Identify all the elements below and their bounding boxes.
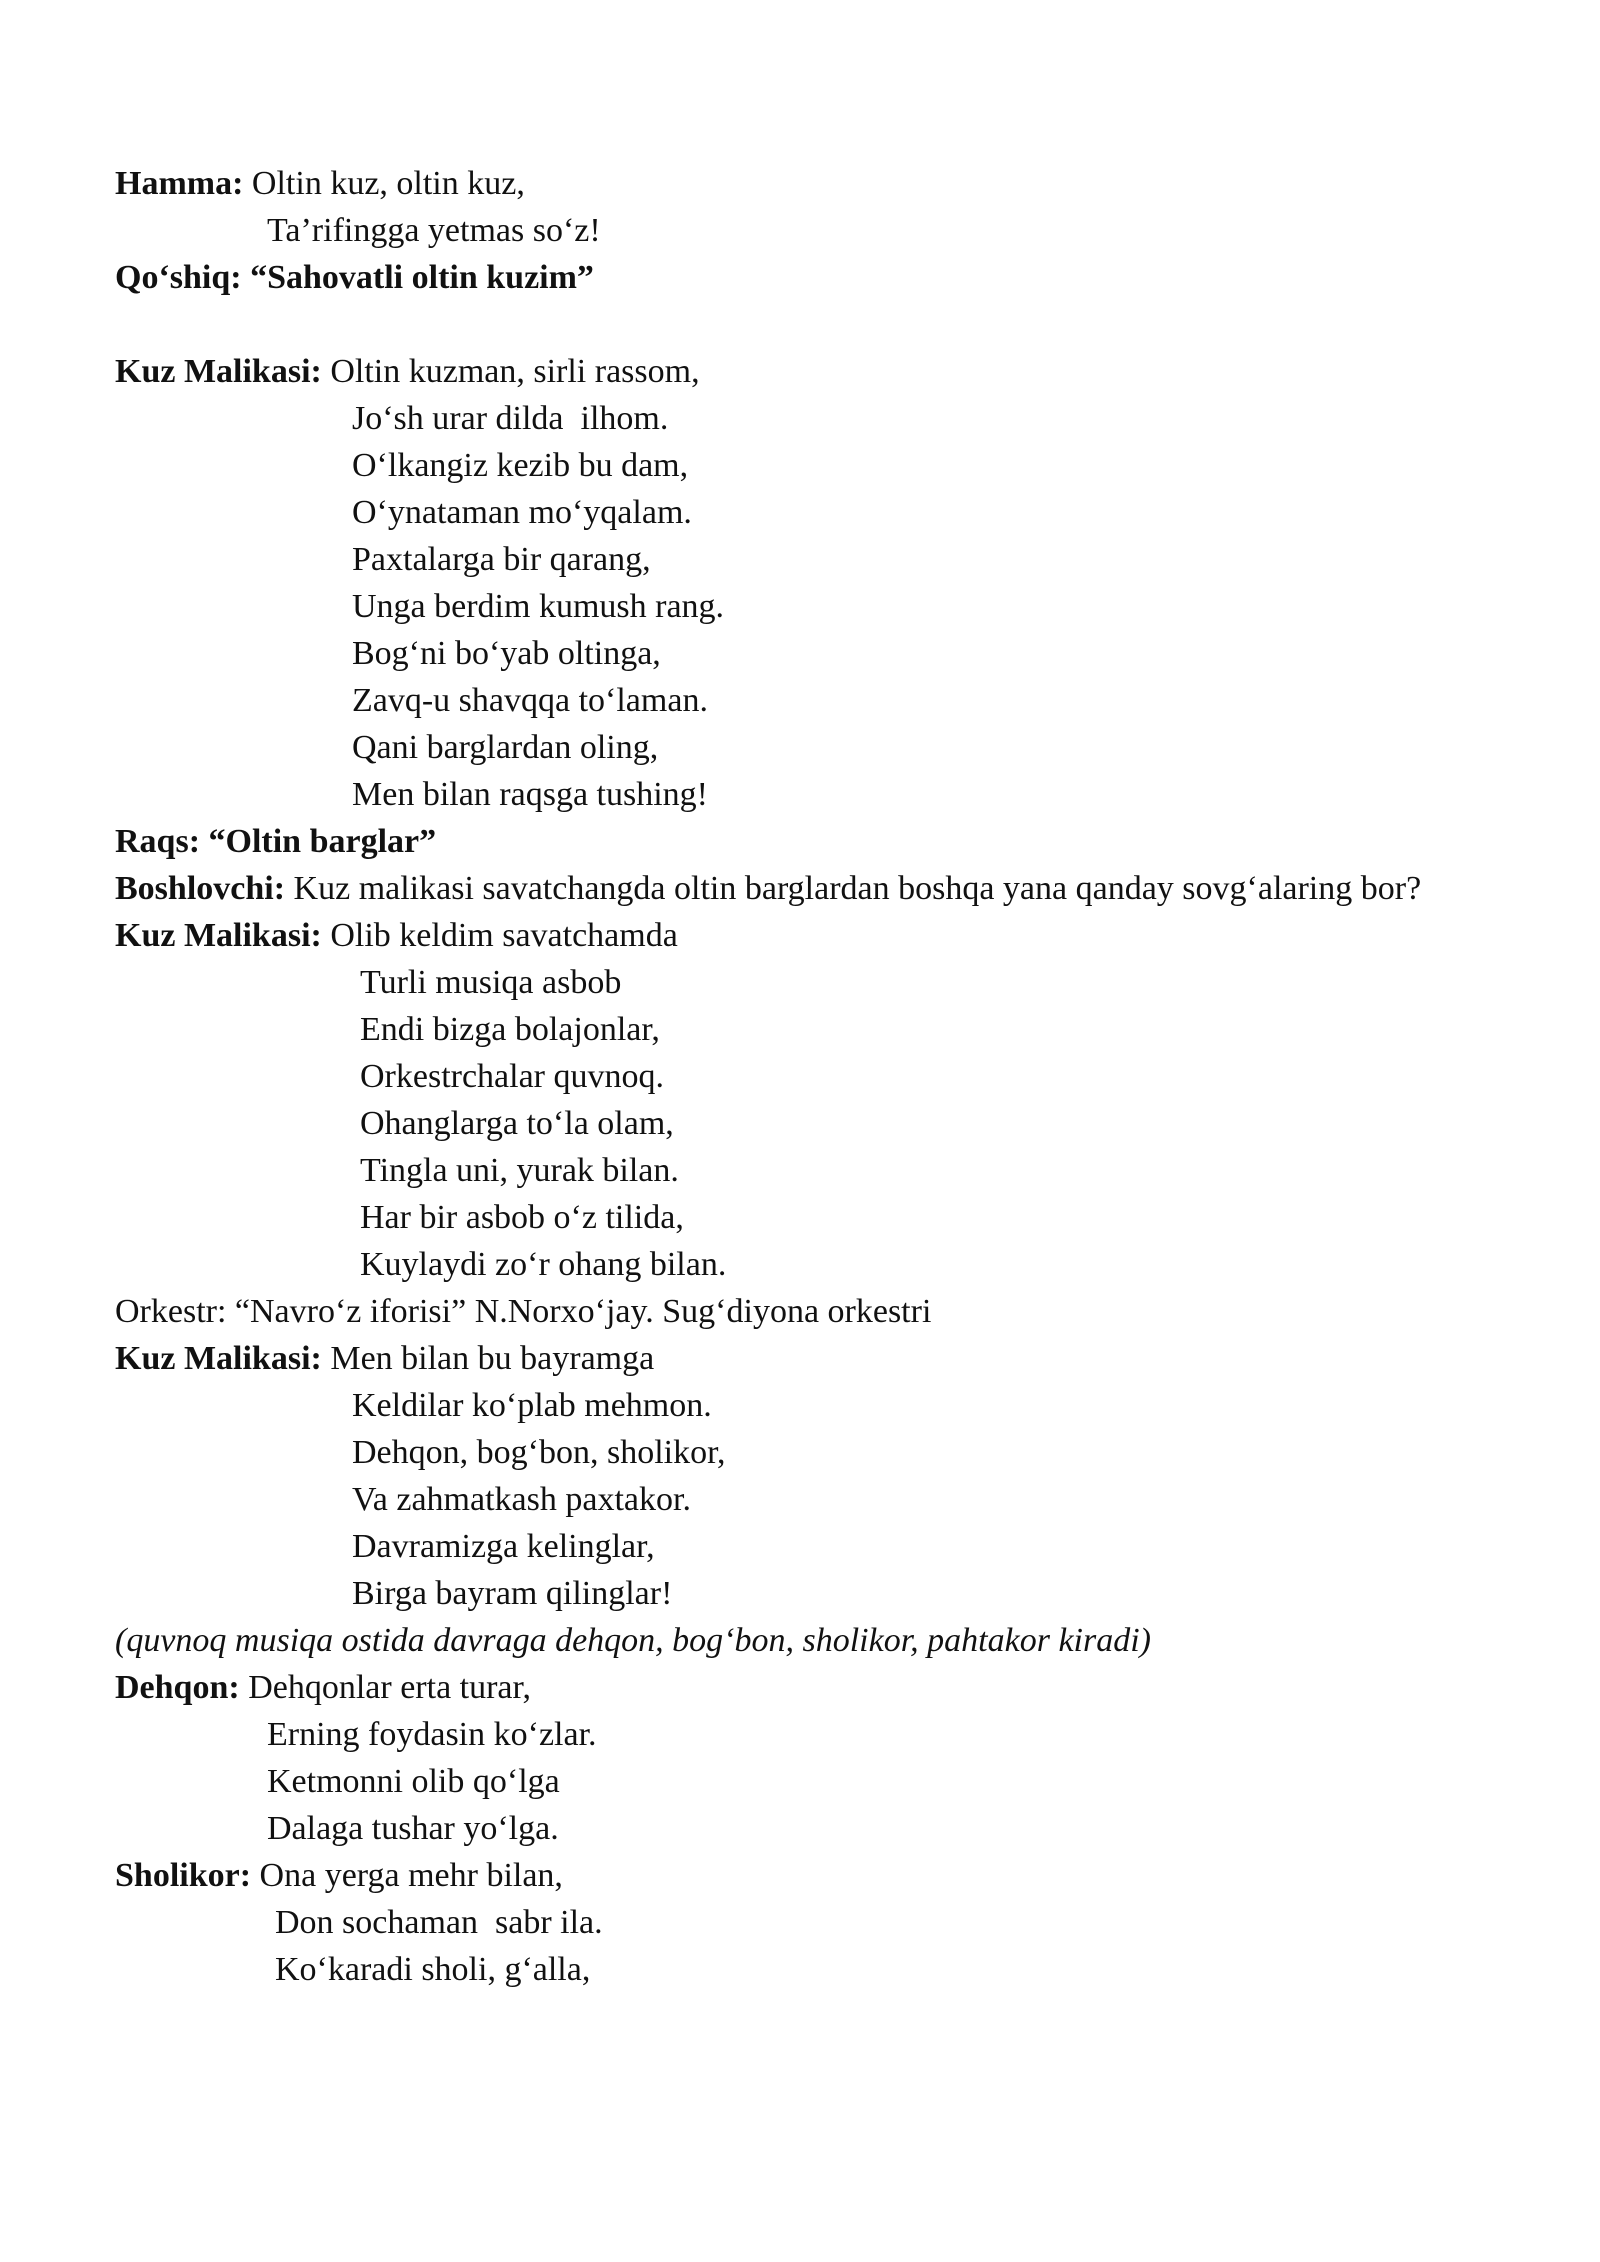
boshlovchi-line [115,865,1515,912]
verse-line: Olib keldim savatchamda [321,917,678,954]
speaker-kuz-malikasi: Kuz Malikasi: [115,1340,322,1377]
verse-line: Erning foydasin ko‘zlar. [267,1716,597,1753]
verse-line: Tingla uni, yurak bilan. [360,1152,679,1189]
stage-direction: (quvnoq musiqa ostida davraga dehqon, bog‘bon, sholikor, pahtakor kiradi) [115,1622,1151,1659]
verse-line: Birga bayram qilinglar! [352,1575,673,1612]
verse-line: Keldilar ko‘plab mehmon. [352,1387,712,1424]
verse-line: Endi bizga bolajonlar, [360,1011,660,1048]
verse-line: Men bilan bu bayramga [321,1340,655,1377]
verse-line: Ona yerga mehr bilan, [251,1857,563,1894]
verse-line: Ketmonni olib qo‘lga [267,1763,560,1800]
verse-line: Ko‘karadi sholi, g‘alla, [275,1951,591,1988]
verse-line: Turli musiqa asbob [360,964,622,1001]
verse-line: Oltin kuz, oltin kuz, [243,165,525,202]
verse-line: Orkestrchalar quvnoq. [360,1058,665,1095]
speaker-sholikor: Sholikor: [115,1857,252,1894]
verse-line: Ta’rifingga yetmas so‘z! [267,212,601,249]
speaker-dehqon: Dehqon: [115,1669,240,1706]
speaker-hamma: Hamma: [115,165,244,202]
verse-line: Qani barglardan oling, [352,729,659,766]
verse-line: Paxtalarga bir qarang, [352,541,651,578]
song-heading: Qo‘shiq: “Sahovatli oltin kuzim” [115,259,594,296]
verse-line: Dalaga tushar yo‘lga. [267,1810,559,1847]
speaker-kuz-malikasi: Kuz Malikasi: [115,353,322,390]
verse-line: Bog‘ni bo‘yab oltinga, [352,635,661,672]
verse-line: Ohanglarga to‘la olam, [360,1105,674,1142]
kuz-malikasi-line [115,912,1515,959]
speaker-kuz-malikasi: Kuz Malikasi: [115,917,322,954]
verse-line: Oltin kuzman, sirli rassom, [321,353,700,390]
verse-line: O‘ynataman mo‘yqalam. [352,494,692,531]
dialogue-text: Kuz malikasi savatchangda oltin barglardan boshqa yana qanday sovg‘alaring bor? [285,870,1422,907]
sholikor-line [115,1852,1515,1899]
hamma-line [115,160,1515,207]
verse-line: Dehqon, bog‘bon, sholikor, [352,1434,726,1471]
kuz-malikasi-line [115,348,1515,395]
verse-line: Unga berdim kumush rang. [352,588,725,625]
spacer [115,301,1515,348]
verse-line: Don sochaman sabr ila. [275,1904,603,1941]
dehqon-line [115,1664,1515,1711]
verse-line: Davramizga kelinglar, [352,1528,655,1565]
orkestr-line: Orkestr: “Navro‘z iforisi” N.Norxo‘jay. Sug‘diyona orkestri [115,1293,932,1330]
kuz-malikasi-line [115,1335,1515,1382]
verse-line: Dehqonlar erta turar, [239,1669,531,1706]
speaker-boshlovchi: Boshlovchi: [115,870,286,907]
verse-line: Har bir asbob o‘z tilida, [360,1199,684,1236]
verse-line: Kuylaydi zo‘r ohang bilan. [360,1246,727,1283]
verse-line: Men bilan raqsga tushing! [352,776,708,813]
document-page [115,160,1515,1993]
verse-line: O‘lkangiz kezib bu dam, [352,447,689,484]
verse-line: Zavq-u shavqqa to‘laman. [352,682,708,719]
verse-line: Va zahmatkash paxtakor. [352,1481,691,1518]
verse-line: Jo‘sh urar dilda ilhom. [352,400,669,437]
dance-heading: Raqs: “Oltin barglar” [115,823,437,860]
